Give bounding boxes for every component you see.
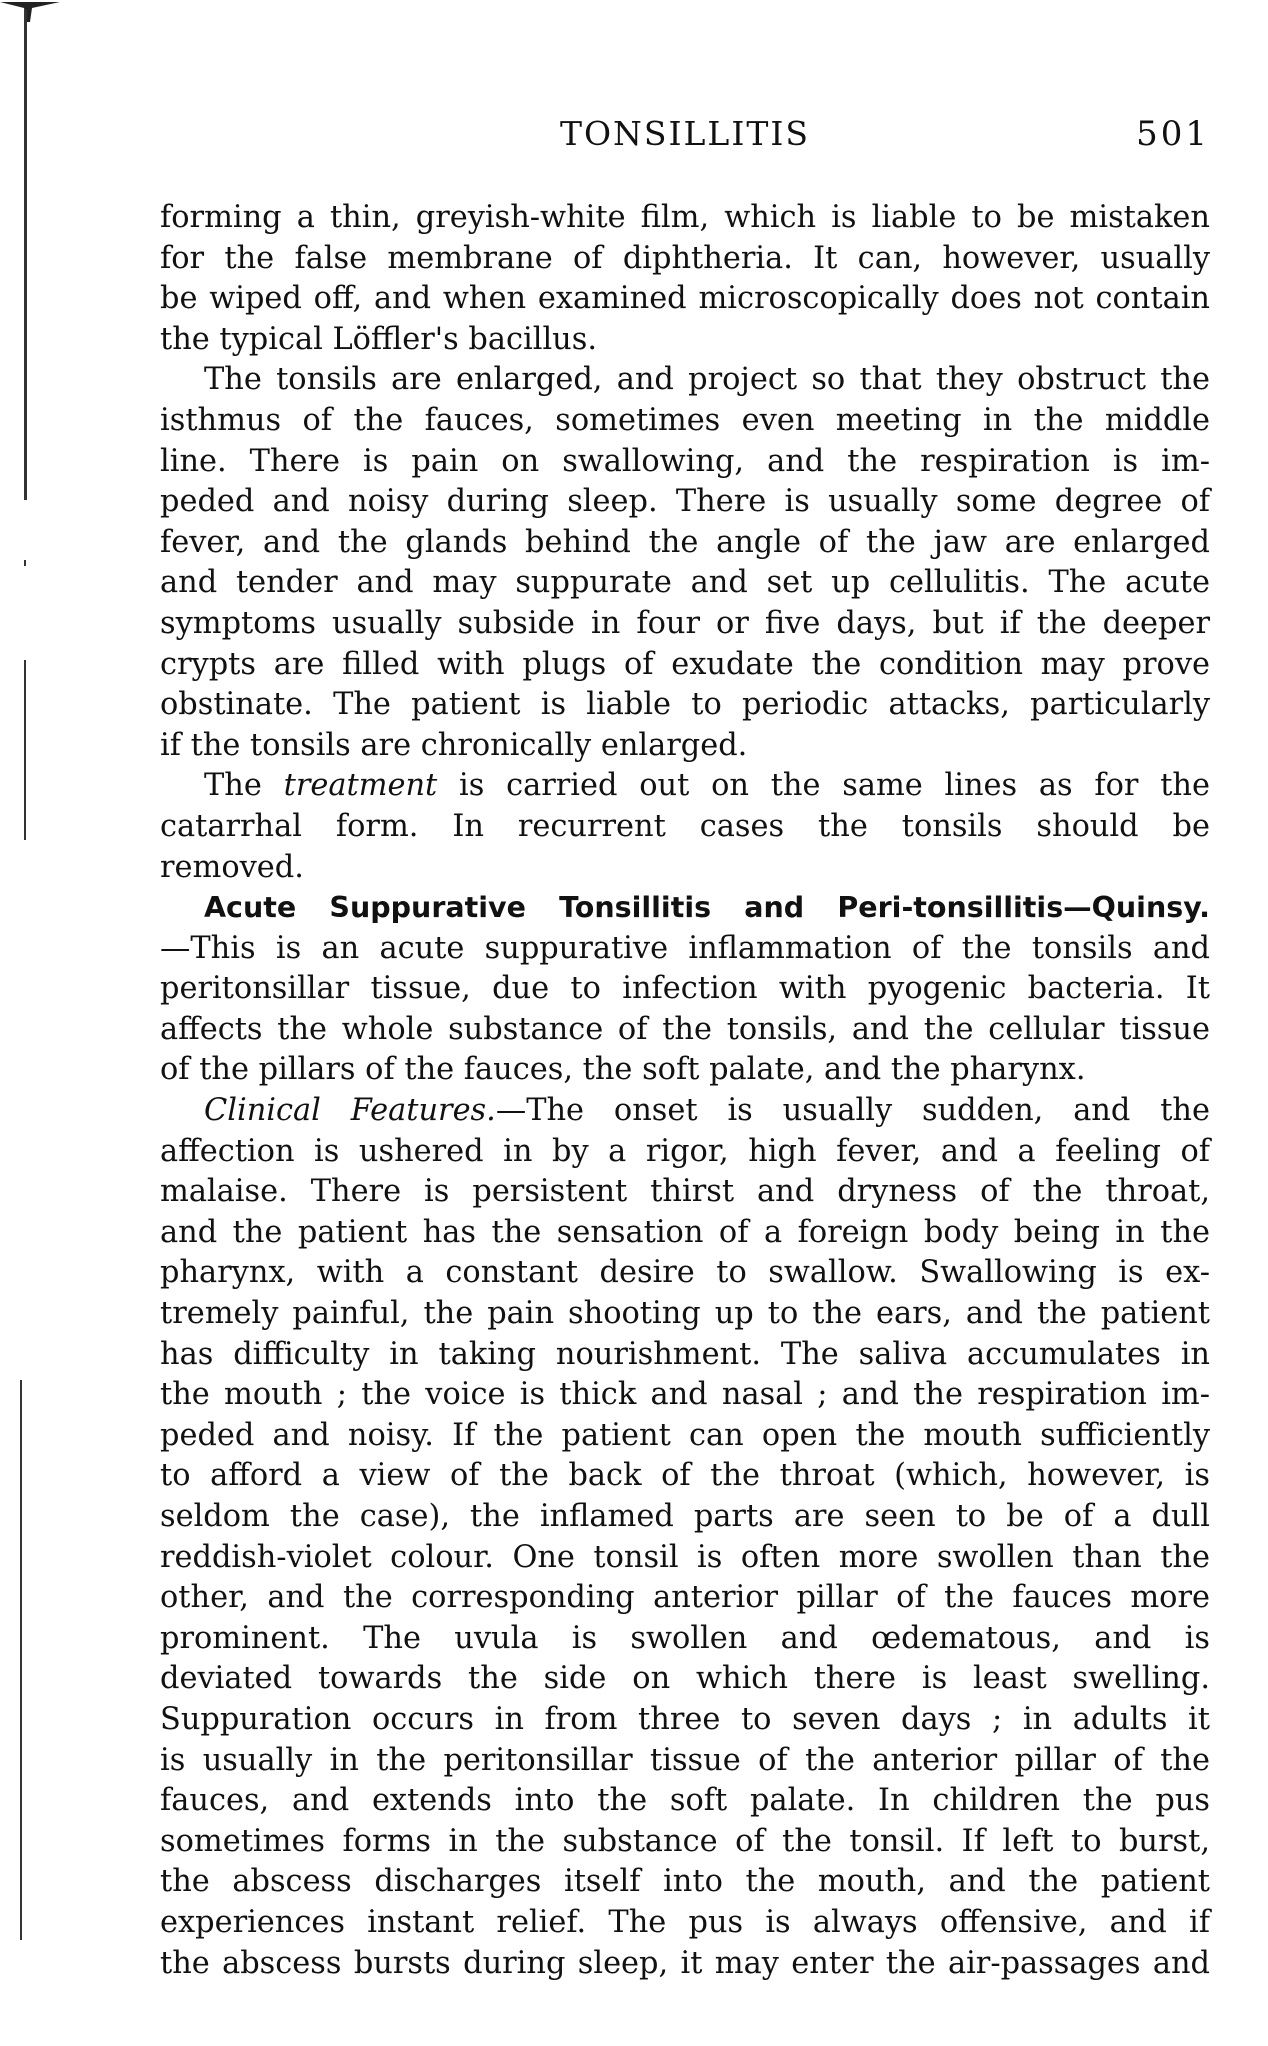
text-segment: is usually in the peritonsillar tissue of the anterior pillar of the <box>160 1742 1210 1778</box>
text-line <box>160 239 1210 280</box>
running-title: TONSILLITIS <box>559 114 811 153</box>
text-line <box>160 645 1210 686</box>
text-line <box>160 1456 1210 1497</box>
scan-edge-line <box>24 10 27 500</box>
text-segment: forming a thin, greyish-white film, which is liable to be mistaken <box>160 200 1210 235</box>
text-segment: other, and the corresponding anterior pillar of the fauces more <box>160 1580 1210 1616</box>
text-line <box>160 1213 1210 1254</box>
text-segment: The tonsils are enlarged, and project so that they obstruct the <box>204 362 1210 398</box>
text-line <box>160 1659 1210 1700</box>
text-segment: prominent. The uvula is swollen and œdematous, and is <box>160 1620 1210 1656</box>
text-segment: for the false membrane of diphtheria. It can, however, usually <box>160 240 1210 276</box>
text-line <box>160 766 1210 807</box>
text-segment: isthmus of the fauces, sometimes even meeting in the middle <box>160 402 1210 438</box>
text-segment: and the patient has the sensation of a foreign body being in the <box>160 1214 1210 1250</box>
text-segment: peritonsillar tissue, due to infection with pyogenic bacteria. It <box>160 971 1210 1007</box>
text-segment: fever, and the glands behind the angle of the jaw are enlarged <box>160 524 1210 560</box>
text-segment: has difficulty in taking nourishment. The saliva accumulates in <box>160 1336 1210 1372</box>
text-line <box>160 1335 1210 1376</box>
text-line <box>160 1781 1210 1822</box>
text-segment: line. There is pain on swallowing, and the respiration is im- <box>160 443 1210 479</box>
italic-text: treatment <box>283 768 438 804</box>
text-line <box>160 1741 1210 1782</box>
text-segment: affection is ushered in by a rigor, high fever, and a feeling of <box>160 1133 1210 1169</box>
text-segment: seldom the case), the inflamed parts are seen to be of a dull <box>160 1499 1210 1534</box>
text-line <box>160 685 1210 726</box>
text-segment: affects the whole substance of the tonsils, and the cellular tissue <box>160 1011 1210 1047</box>
scan-edge-line <box>20 1380 22 1940</box>
text-line <box>160 1822 1210 1863</box>
text-segment: to afford a view of the back of the throat (which, however, is <box>160 1458 1210 1494</box>
text-line <box>160 604 1210 645</box>
text-line <box>160 482 1210 523</box>
italic-text: Clinical Features. <box>204 1093 496 1129</box>
text-line <box>160 198 1210 239</box>
text-line <box>160 1091 1210 1132</box>
text-line <box>160 969 1210 1010</box>
text-segment: the typical Löffler's bacillus. <box>160 321 597 357</box>
text-line <box>160 360 1210 401</box>
text-segment: obstinate. The patient is liable to periodic attacks, particularly <box>160 687 1210 723</box>
scan-edge-line <box>24 560 26 566</box>
text-line <box>160 1294 1210 1335</box>
text-line <box>160 929 1210 970</box>
text-line <box>160 401 1210 442</box>
text-line <box>160 807 1210 848</box>
text-segment: tremely painful, the pain shooting up to the ears, and the patient <box>160 1296 1210 1332</box>
text-line <box>160 1538 1210 1579</box>
text-segment: The <box>204 768 284 804</box>
text-segment: be wiped off, and when examined microscopically does not contain <box>160 281 1210 317</box>
scan-edge-line <box>24 660 26 840</box>
text-segment: experiences instant relief. The pus is always offensive, and if <box>160 1904 1210 1940</box>
text-line <box>160 888 1210 929</box>
text-line <box>160 726 1210 767</box>
text-segment: pharynx, with a constant desire to swallow. Swallowing is ex- <box>160 1255 1210 1291</box>
text-line <box>160 1132 1210 1173</box>
text-line <box>160 1700 1210 1741</box>
text-line <box>160 1050 1210 1091</box>
page-header <box>160 110 1210 160</box>
text-segment: malaise. There is persistent thirst and dryness of the throat, <box>160 1174 1210 1210</box>
text-line <box>160 1375 1210 1416</box>
text-line <box>160 1416 1210 1457</box>
text-line <box>160 1010 1210 1051</box>
text-line <box>160 320 1210 361</box>
text-line <box>160 1497 1210 1538</box>
text-segment: the mouth ; the voice is thick and nasal ; and the respiration im- <box>160 1377 1210 1413</box>
text-segment: is carried out on the same lines as for the <box>437 768 1210 804</box>
body-text <box>160 198 1210 1984</box>
text-line <box>160 523 1210 564</box>
text-segment: reddish-violet colour. One tonsil is often more swollen than the <box>160 1539 1210 1575</box>
text-line <box>160 279 1210 320</box>
text-line <box>160 1578 1210 1619</box>
text-segment: —The onset is usually sudden, and the <box>495 1093 1210 1129</box>
text-line <box>160 1862 1210 1903</box>
text-segment: removed. <box>160 849 304 885</box>
text-line <box>160 1172 1210 1213</box>
text-segment: deviated towards the side on which there is least swelling. <box>160 1661 1210 1697</box>
section-heading: Acute Suppurative Tonsillitis and Peri-tonsillitis—Quinsy. <box>204 891 1210 925</box>
text-line <box>160 848 1210 889</box>
text-line <box>160 563 1210 604</box>
text-segment: fauces, and extends into the soft palate. In children the pus <box>160 1783 1210 1819</box>
text-segment: if the tonsils are chronically enlarged. <box>160 727 748 763</box>
text-segment: the abscess discharges itself into the mouth, and the patient <box>160 1864 1210 1900</box>
text-segment: peded and noisy. If the patient can open the mouth sufficiently <box>160 1417 1210 1453</box>
text-segment: —This is an acute suppurative inflammation of the tonsils and <box>160 930 1210 966</box>
text-segment: symptoms usually subside in four or five days, but if the deeper <box>160 605 1210 641</box>
text-segment: of the pillars of the fauces, the soft palate, and the pharynx. <box>160 1052 1086 1088</box>
text-segment: peded and noisy during sleep. There is usually some degree of <box>160 484 1210 520</box>
text-segment: crypts are filled with plugs of exudate the condition may prove <box>160 646 1210 682</box>
text-line <box>160 1619 1210 1660</box>
text-segment: catarrhal form. In recurrent cases the tonsils should be <box>160 808 1210 844</box>
text-line <box>160 442 1210 483</box>
text-line <box>160 1903 1210 1944</box>
text-segment: and tender and may suppurate and set up cellulitis. The acute <box>160 565 1210 601</box>
page-number: 501 <box>1136 114 1210 154</box>
scan-edge-mark <box>0 0 60 22</box>
text-segment: sometimes forms in the substance of the tonsil. If left to burst, <box>160 1823 1210 1859</box>
text-line <box>160 1253 1210 1294</box>
text-segment: the abscess bursts during sleep, it may enter the air-passages and <box>160 1945 1210 1981</box>
text-segment: Suppuration occurs in from three to seven days ; in adults it <box>160 1701 1210 1737</box>
text-line <box>160 1944 1210 1985</box>
